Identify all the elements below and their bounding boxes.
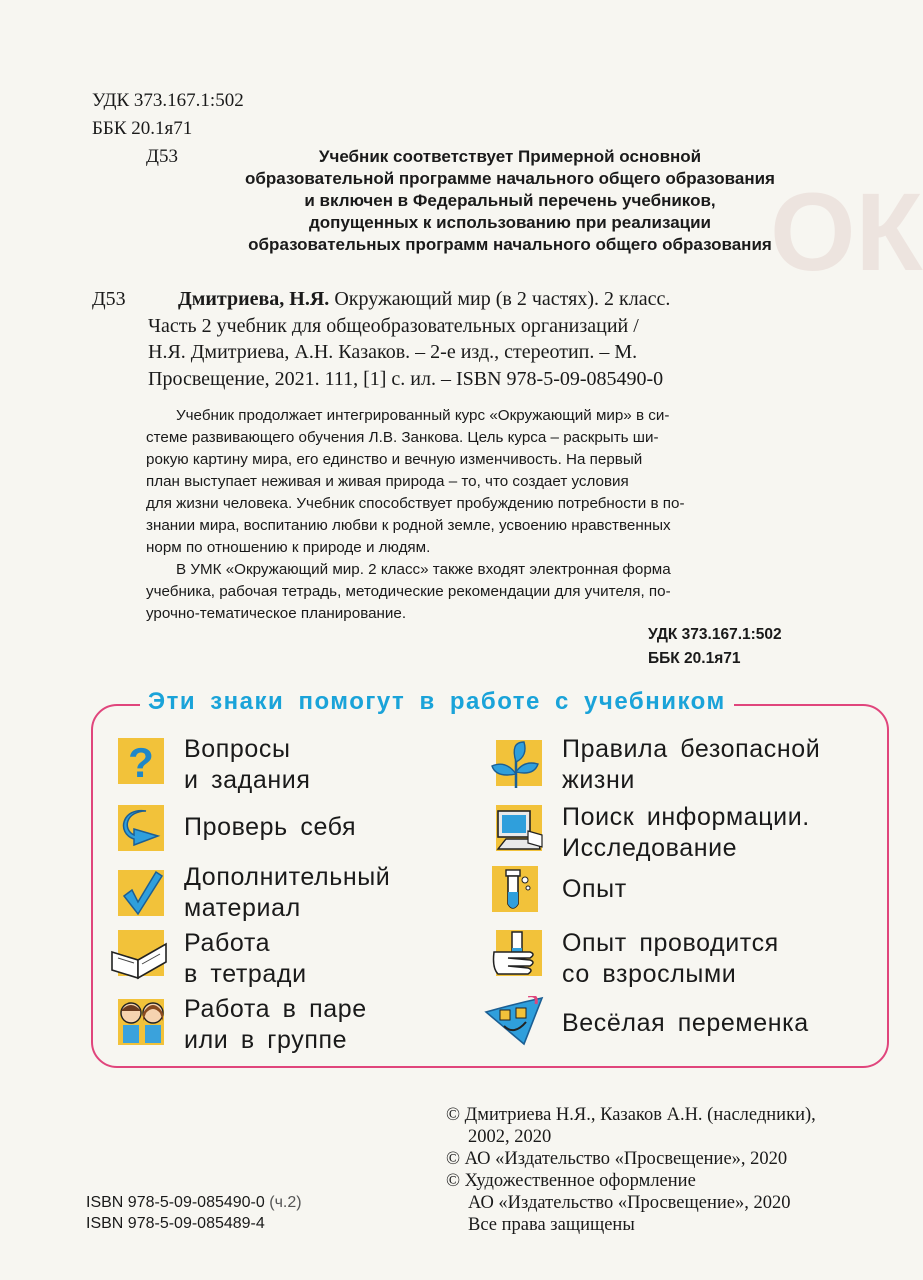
annotation-line: урочно-тематическое планирование. [146,605,407,622]
computer-search-icon [492,805,544,851]
approval-text [200,146,820,256]
annotation-line: учебника, рабочая тетрадь, методические рекомендации для учителя, по- [146,583,671,600]
approval-line: образовательных программ начального общего образования [248,235,772,254]
legend-label-line: Работа [184,929,271,957]
legend-label [562,734,820,796]
biblio-line: Часть 2 учебник для общеобразовательных организаций / [148,314,639,337]
legend-label-line: Проверь себя [184,813,357,841]
legend-label [562,874,627,905]
annotation-line: стеме развивающего обучения Л.В. Занкова. Цель курса – раскрыть ши- [146,429,659,446]
legend-label [184,994,367,1056]
legend-label [184,862,390,924]
biblio-line [148,286,824,313]
isbn-block [86,1192,302,1234]
legend-label-line: Вопросы [184,735,291,763]
funny-face-icon [484,996,546,1042]
hand-test-tube-icon [490,930,544,976]
legend-label-line: Правила безопасной [562,735,821,763]
copyright-line: 2002, 2020 [468,1127,552,1147]
approval-line: и включен в Федеральный перечень учебников, [304,191,716,210]
leaf-plant-icon [490,740,542,786]
test-tube-icon [492,866,538,912]
author-sign: Д53 [146,146,178,167]
annotation-line: план выступает неживая и живая природа – то, что создает условия [146,473,629,490]
approval-line: образовательной программе начального общего образования [245,169,775,188]
arrow-check-icon [118,805,164,851]
legend-label-line: и задания [184,766,311,794]
isbn-part-label: (ч.2) [269,1194,302,1211]
copyright-line: АО «Издательство «Просвещение», 2020 [468,1193,791,1213]
annotation-line: рокую картину мира, его единство и вечную изменчивость. На первый [146,451,643,468]
annotation-line: В УМК «Окружающий мир. 2 класс» также входят электронная форма [176,561,671,578]
legend-label [562,928,779,990]
udk-code: УДК 373.167.1:502 [92,90,244,111]
legend-label [562,802,810,864]
legend-label-line: жизни [562,766,635,794]
annotation-line: знании мира, воспитанию любви к родной земле, усвоению нравственных [146,517,671,534]
pair-children-icon [114,995,170,1041]
legend-label [562,1008,809,1039]
isbn-line: ISBN 978-5-09-085489-4 [86,1215,265,1232]
legend-label-line: Опыт [562,875,627,903]
svg-text:ОК: ОК [770,171,923,294]
bbk-code-right: ББК 20.1я71 [648,650,741,667]
svg-text:?: ? [128,739,154,784]
approval-line: Учебник соответствует Примерной основной [318,147,702,166]
approval-line: допущенных к использованию при реализации [309,213,711,232]
udk-code-right: УДК 373.167.1:502 [648,626,782,643]
legend-label-line: со взрослыми [562,960,737,988]
biblio-author: Дмитриева, Н.Я. [178,288,330,310]
annotation [146,405,816,625]
legend-label-line: в тетради [184,960,307,988]
copyright-line: © Художественное оформление [446,1171,696,1191]
legend-label-line: Весёлая переменка [562,1009,809,1037]
question-icon [118,738,164,784]
notebook-icon [110,930,170,976]
annotation-line: норм по отношению к природе и людям. [146,539,431,556]
legend-label-line: материал [184,894,301,922]
annotation-line: Учебник продолжает интегрированный курс «Окружающий мир» в си- [176,407,670,424]
isbn-line [86,1192,302,1213]
legend-label-line: Работа в паре [184,995,367,1023]
biblio-line: Н.Я. Дмитриева, А.Н. Казаков. – 2-е изд., стереотип. – М. [148,341,638,363]
legend-label-line: Дополнительный [184,863,391,891]
annotation-line: для жизни человека. Учебник способствует пробуждению потребности в по- [146,495,685,512]
legend-title: Эти знаки помогут в работе с учебником [140,688,734,716]
copyright-line: © АО «Издательство «Просвещение», 2020 [446,1149,788,1169]
legend-label [184,812,356,843]
legend-label-line: Поиск информации. [562,803,810,831]
copyright-block [446,1104,906,1236]
biblio-label: Д53 [92,288,126,310]
biblio-line: Просвещение, 2021. 111, [1] с. ил. – ISBN 978-5-09-085490-0 [148,367,664,390]
copyright-line: Все права защищены [468,1215,635,1235]
classification-codes [648,623,782,671]
legend-label-line: или в группе [184,1026,348,1054]
copyright-line: © Дмитриева Н.Я., Казаков А.Н. (наследники), [446,1105,816,1125]
checkmark-icon [118,870,164,916]
legend-label [184,928,307,990]
isbn-part-number: ISBN 978-5-09-085490-0 [86,1194,265,1211]
legend-label-line: Опыт проводится [562,929,779,957]
bbk-code: ББК 20.1я71 [92,118,193,139]
legend-label [184,734,310,796]
biblio-title: Окружающий мир (в 2 частях). 2 класс. [334,288,671,310]
biblio-description [148,286,824,392]
legend-label-line: Исследование [562,834,738,862]
